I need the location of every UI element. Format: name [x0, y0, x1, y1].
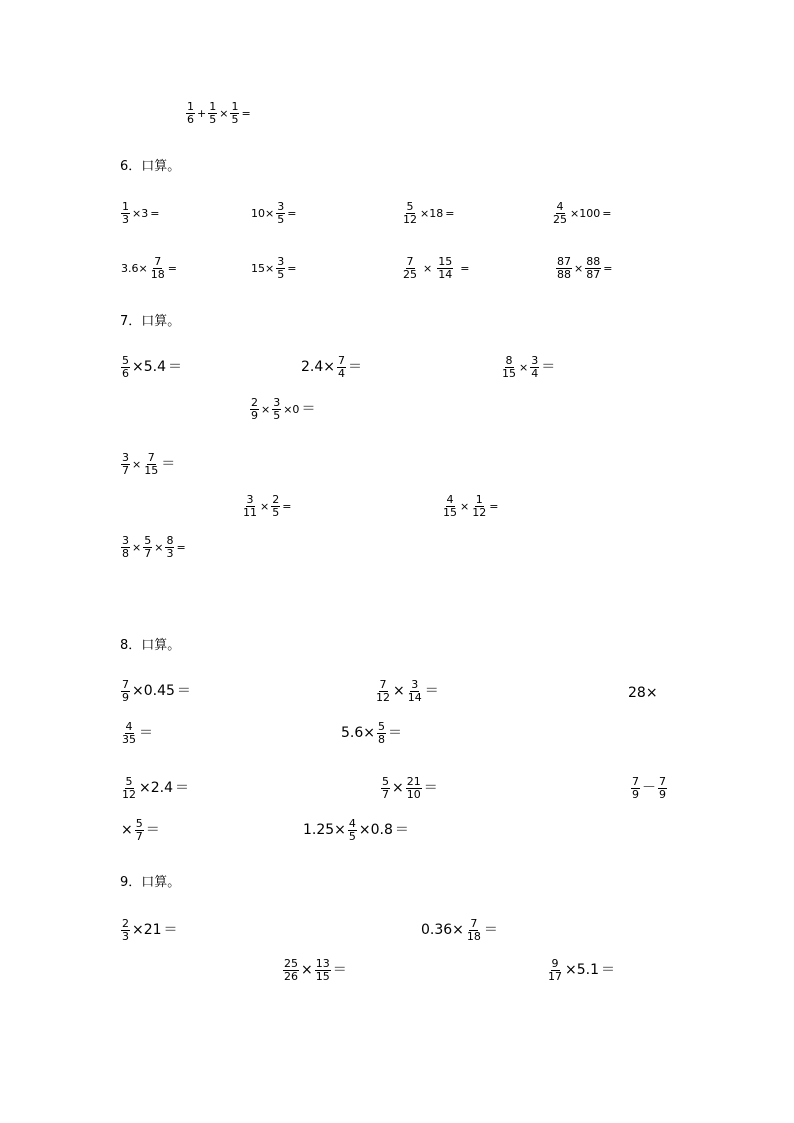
fraction: $\frac{2}{9}$	[251, 396, 258, 422]
fraction: $\frac{3}{5}$	[273, 396, 281, 422]
section-heading-8: 8．口算。	[120, 638, 181, 653]
fraction: $\frac{2}{5}$	[272, 493, 280, 519]
problem-8: $\frac{87}{88}$ × $\frac{88}{87}$ =	[557, 255, 613, 281]
fraction: $\frac{2}{3}$	[122, 917, 129, 943]
fraction: $\frac{5}{7}$	[135, 817, 143, 843]
section-heading-6: 6．口算。	[120, 159, 181, 174]
fraction: $\frac{4}{15}$	[443, 493, 457, 519]
fraction: $\frac{4}{5}$	[348, 817, 356, 843]
fraction: $\frac{1}{5}$	[209, 100, 217, 126]
problem-1: $\frac{1}{3}$ ×3 =	[122, 200, 160, 226]
problem-28: 0.36× $\frac{7}{18}$ ＝	[421, 917, 498, 943]
fraction: $\frac{5}{12}$	[403, 200, 417, 226]
fraction: $\frac{8}{15}$	[502, 354, 516, 380]
fraction: $\frac{7}{9}$	[659, 775, 666, 801]
fraction: $\frac{5}{6}$	[122, 354, 129, 380]
fraction: $\frac{9}{17}$	[548, 957, 562, 983]
fraction: $\frac{3}{5}$	[277, 255, 285, 281]
problem-25: × $\frac{5}{7}$ ＝	[121, 817, 160, 843]
fraction: $\frac{3}{8}$	[122, 534, 129, 560]
section-heading-9: 9．口算。	[120, 875, 181, 890]
problem-7: $\frac{7}{25}$ × $\frac{15}{14}$ =	[403, 255, 470, 281]
fraction: $\frac{3}{7}$	[122, 451, 129, 477]
problem-13: $\frac{3}{7}$ × $\frac{7}{15}$ ＝	[122, 451, 176, 477]
fraction: $\frac{7}{12}$	[376, 678, 390, 704]
fraction: $\frac{87}{88}$	[557, 255, 571, 281]
fraction: $\frac{5}{8}$	[378, 720, 385, 746]
fraction: $\frac{3}{11}$	[243, 493, 257, 519]
fraction: $\frac{5}{7}$	[144, 534, 152, 560]
problem-24: $\frac{7}{9}$ － $\frac{7}{9}$	[632, 775, 666, 801]
problem-12: $\frac{2}{9}$ × $\frac{3}{5}$ ×0 ＝	[251, 396, 316, 422]
fraction: $\frac{3}{5}$	[277, 200, 285, 226]
fraction: $\frac{13}{15}$	[315, 957, 330, 983]
fraction: $\frac{4}{35}$	[122, 720, 136, 746]
problem-23: $\frac{5}{7}$ × $\frac{21}{10}$ ＝	[382, 775, 438, 801]
problem-6: 15× $\frac{3}{5}$ =	[251, 255, 297, 281]
problem-30: $\frac{9}{17}$ ×5.1 ＝	[548, 957, 615, 983]
problem-26: 1.25× $\frac{4}{5}$ ×0.8 ＝	[303, 817, 409, 843]
fraction: $\frac{7}{18}$	[150, 255, 165, 281]
problem-18: $\frac{7}{12}$ × $\frac{3}{14}$ ＝	[376, 678, 439, 704]
fraction: $\frac{1}{5}$	[231, 100, 239, 126]
problem-19: 28×	[628, 685, 658, 701]
fraction: $\frac{5}{7}$	[382, 775, 389, 801]
problem-9: $\frac{5}{6}$ ×5.4 ＝	[122, 354, 182, 380]
fraction: $\frac{21}{10}$	[406, 775, 421, 801]
problem-5: 3.6× $\frac{7}{18}$ =	[121, 255, 177, 281]
problem-29: $\frac{25}{26}$ × $\frac{13}{15}$ ＝	[284, 957, 347, 983]
fraction: $\frac{15}{14}$	[438, 255, 453, 281]
fraction: $\frac{8}{3}$	[166, 534, 174, 560]
problem-16: $\frac{3}{8}$ × $\frac{5}{7}$ × $\frac{8}{3}$ =	[122, 534, 186, 560]
fraction: $\frac{7}{9}$	[122, 678, 129, 704]
problem-10: 2.4× $\frac{7}{4}$ ＝	[301, 354, 362, 380]
fraction: $\frac{1}{3}$	[122, 200, 129, 226]
problem-15: $\frac{4}{15}$ × $\frac{1}{12}$ =	[443, 493, 499, 519]
fraction: $\frac{3}{14}$	[407, 678, 422, 704]
fraction: $\frac{4}{25}$	[553, 200, 567, 226]
problem-27: $\frac{2}{3}$ ×21 ＝	[122, 917, 178, 943]
problem-14: $\frac{3}{11}$ × $\frac{2}{5}$ =	[243, 493, 292, 519]
fraction: $\frac{7}{9}$	[632, 775, 639, 801]
problem-20: $\frac{4}{35}$ ＝	[122, 720, 153, 746]
fraction: $\frac{3}{4}$	[531, 354, 539, 380]
problem-22: $\frac{5}{12}$ ×2.4 ＝	[122, 775, 189, 801]
fraction: $\frac{7}{25}$	[403, 255, 417, 281]
fraction: $\frac{5}{12}$	[122, 775, 136, 801]
problem-2: 10× $\frac{3}{5}$ =	[251, 200, 297, 226]
problem-11: $\frac{8}{15}$ × $\frac{3}{4}$ ＝	[502, 354, 556, 380]
problem-17: $\frac{7}{9}$ ×0.45 ＝	[122, 678, 191, 704]
section-heading-7: 7．口算。	[120, 314, 181, 329]
problem-3: $\frac{5}{12}$ ×18 =	[403, 200, 455, 226]
fraction: $\frac{25}{26}$	[284, 957, 298, 983]
fraction: $\frac{7}{15}$	[144, 451, 159, 477]
fraction: $\frac{1}{12}$	[472, 493, 487, 519]
fraction: $\frac{88}{87}$	[586, 255, 601, 281]
fraction: $\frac{1}{6}$	[187, 100, 194, 126]
problem-0: $\frac{1}{6}$ + $\frac{1}{5}$ × $\frac{1}{5}$ =	[187, 100, 251, 126]
problem-21: 5.6× $\frac{5}{8}$ ＝	[341, 720, 402, 746]
problem-4: $\frac{4}{25}$ ×100 =	[553, 200, 612, 226]
fraction: $\frac{7}{18}$	[466, 917, 481, 943]
fraction: $\frac{7}{4}$	[338, 354, 345, 380]
